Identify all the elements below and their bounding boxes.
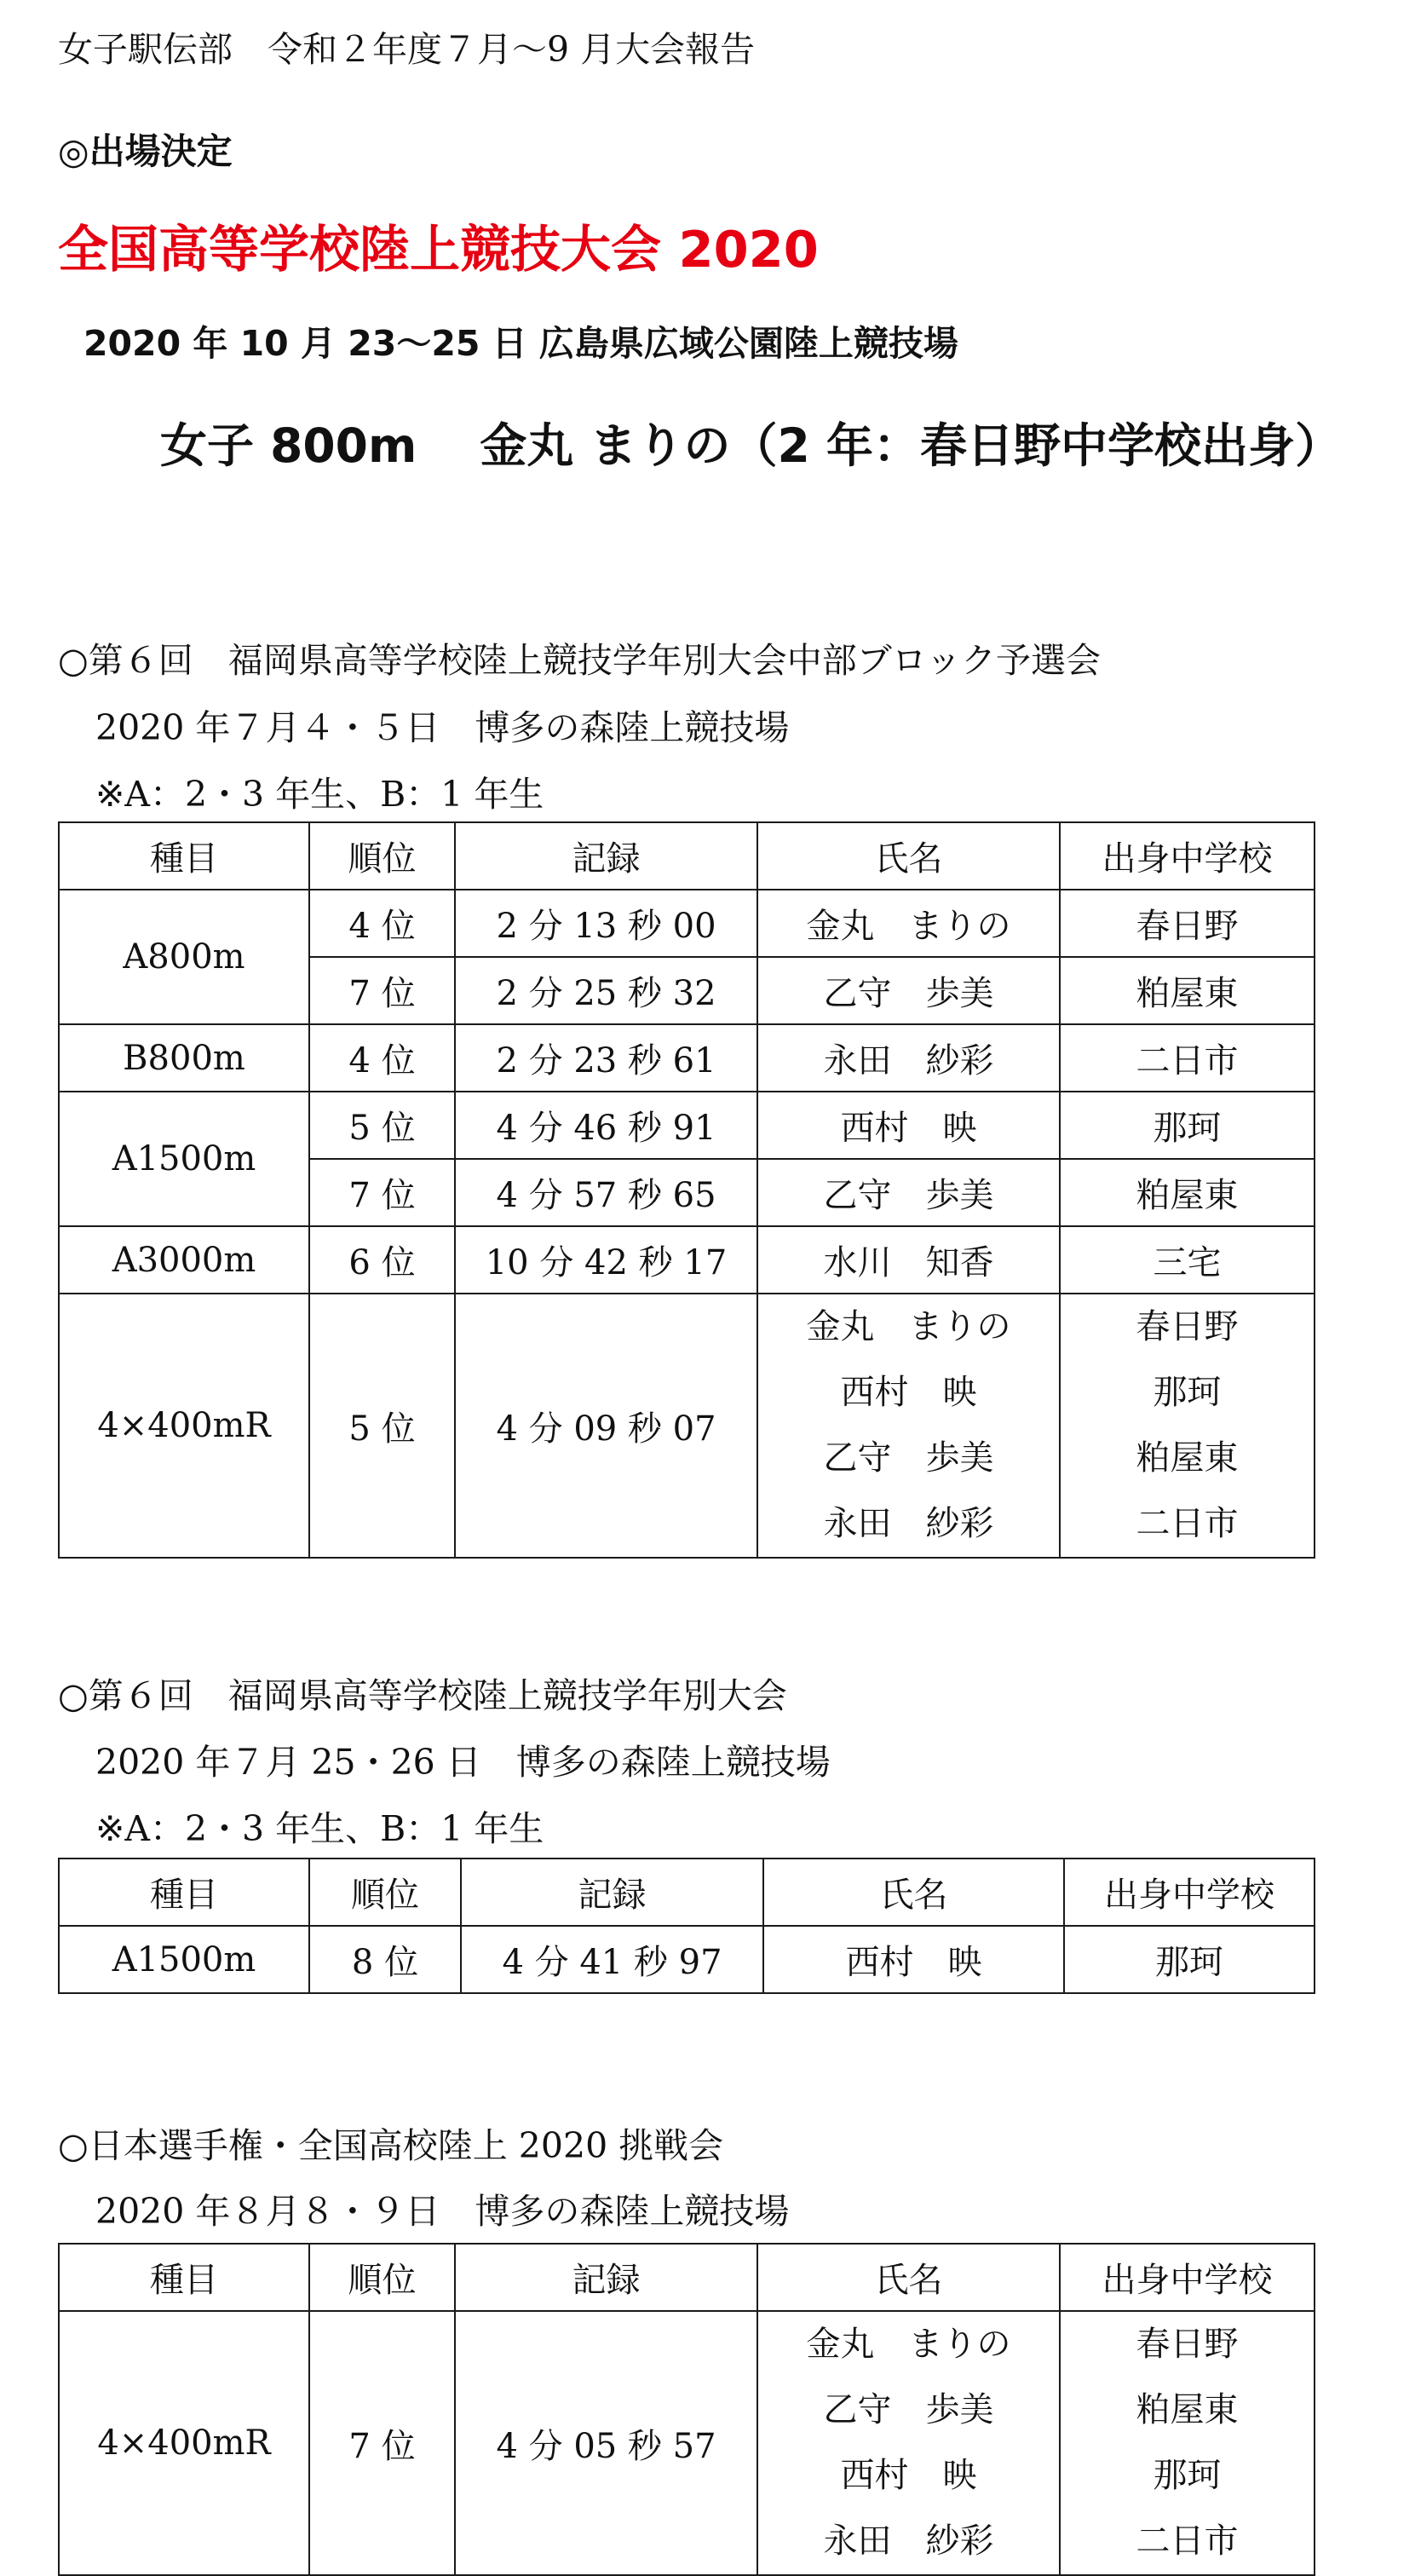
column-header: 種目 xyxy=(59,1859,309,1926)
table-row xyxy=(59,1294,1315,1558)
record-cell: 4 分 41 秒 97 xyxy=(461,1926,763,1993)
report-title: 女子駅伝部 令和２年度７月～9 月大会報告 xyxy=(58,29,756,70)
name-cell: 金丸 まりの xyxy=(757,890,1060,957)
section3-date-venue: 2020 年８月８・９日 博多の森陸上競技場 xyxy=(95,2191,790,2232)
column-header: 氏名 xyxy=(757,2244,1060,2311)
record-cell: 4 分 09 秒 07 xyxy=(455,1294,757,1558)
relay-names-cell xyxy=(757,2311,1060,2575)
section2-results-table xyxy=(58,1858,1315,1994)
relay-runner-school: 那珂 xyxy=(1153,1373,1222,1412)
relay-schools-cell xyxy=(1060,1294,1315,1558)
relay-runner-school: 粕屋東 xyxy=(1136,2390,1239,2429)
event-cell: 4×400mR xyxy=(59,2311,309,2575)
column-header: 種目 xyxy=(59,822,309,890)
name-cell: 西村 映 xyxy=(763,1926,1064,1993)
event-cell: A1500m xyxy=(59,1926,309,1993)
column-header: 記録 xyxy=(455,822,757,890)
column-header: 氏名 xyxy=(757,822,1060,890)
relay-runner-school: 那珂 xyxy=(1153,2456,1222,2495)
relay-runner-name: 永田 紗彩 xyxy=(823,2521,994,2561)
rank-cell: 4 位 xyxy=(309,890,455,957)
relay-runner-name: 西村 映 xyxy=(840,1373,977,1412)
record-cell: 4 分 05 秒 57 xyxy=(455,2311,757,2575)
school-cell: 粕屋東 xyxy=(1060,1159,1315,1226)
rank-cell: 7 位 xyxy=(309,2311,455,2575)
rank-cell: 5 位 xyxy=(309,1294,455,1558)
table-header-row xyxy=(59,1859,1315,1926)
school-cell: 粕屋東 xyxy=(1060,957,1315,1024)
table-header-row xyxy=(59,822,1315,890)
name-cell: 水川 知香 xyxy=(757,1226,1060,1294)
school-cell: 那珂 xyxy=(1060,1092,1315,1159)
table-row xyxy=(59,1226,1315,1294)
relay-runner-name: 乙守 歩美 xyxy=(823,2390,994,2429)
event-cell: A3000m xyxy=(59,1226,309,1294)
record-cell: 2 分 25 秒 32 xyxy=(455,957,757,1024)
event-cell: A800m xyxy=(59,890,309,1024)
section1-date-venue: 2020 年７月４・５日 博多の森陸上競技場 xyxy=(95,707,790,748)
record-cell: 4 分 46 秒 91 xyxy=(455,1092,757,1159)
table-row xyxy=(59,1926,1315,1993)
relay-runner-school: 粕屋東 xyxy=(1136,1438,1239,1478)
rank-cell: 5 位 xyxy=(309,1092,455,1159)
national-meet-title: 全国高等学校陸上競技大会 2020 xyxy=(58,220,819,279)
national-meet-detail: 2020 年 10 月 23～25 日 広島県広域公園陸上競技場 xyxy=(83,323,958,364)
relay-runner-school: 春日野 xyxy=(1136,2325,1239,2364)
column-header: 記録 xyxy=(461,1859,763,1926)
rank-cell: 6 位 xyxy=(309,1226,455,1294)
record-cell: 10 分 42 秒 17 xyxy=(455,1226,757,1294)
rank-cell: 7 位 xyxy=(309,957,455,1024)
name-cell: 西村 映 xyxy=(757,1092,1060,1159)
school-cell: 三宅 xyxy=(1060,1226,1315,1294)
relay-runner-school: 春日野 xyxy=(1136,1307,1239,1346)
section1-note: ※A：2・3 年生、B：1 年生 xyxy=(95,774,544,815)
column-header: 順位 xyxy=(309,1859,461,1926)
qualified-athlete: 女子 800m 金丸 まりの（2 年：春日野中学校出身） xyxy=(160,418,1342,473)
relay-runner-name: 金丸 まりの xyxy=(806,1307,1011,1346)
column-header: 出身中学校 xyxy=(1060,822,1315,890)
relay-runner-school: 二日市 xyxy=(1136,2521,1239,2561)
record-cell: 2 分 23 秒 61 xyxy=(455,1024,757,1092)
school-cell: 二日市 xyxy=(1060,1024,1315,1092)
event-cell: A1500m xyxy=(59,1092,309,1226)
relay-schools-cell xyxy=(1060,2311,1315,2575)
relay-runner-name: 西村 映 xyxy=(840,2456,977,2495)
relay-runner-name: 金丸 まりの xyxy=(806,2325,1011,2364)
event-cell: 4×400mR xyxy=(59,1294,309,1558)
relay-names-cell xyxy=(757,1294,1060,1558)
record-cell: 2 分 13 秒 00 xyxy=(455,890,757,957)
column-header: 出身中学校 xyxy=(1064,1859,1315,1926)
column-header: 出身中学校 xyxy=(1060,2244,1315,2311)
section1-results-table xyxy=(58,821,1315,1559)
relay-runner-name: 永田 紗彩 xyxy=(823,1504,994,1543)
column-header: 氏名 xyxy=(763,1859,1064,1926)
school-cell: 那珂 xyxy=(1064,1926,1315,1993)
table-row xyxy=(59,2311,1315,2575)
rank-cell: 4 位 xyxy=(309,1024,455,1092)
table-row xyxy=(59,1092,1315,1159)
rank-cell: 8 位 xyxy=(309,1926,461,1993)
section3-results-table xyxy=(58,2243,1315,2576)
relay-runner-school: 二日市 xyxy=(1136,1504,1239,1543)
name-cell: 乙守 歩美 xyxy=(757,957,1060,1024)
column-header: 順位 xyxy=(309,2244,455,2311)
name-cell: 乙守 歩美 xyxy=(757,1159,1060,1226)
table-row xyxy=(59,890,1315,957)
column-header: 記録 xyxy=(455,2244,757,2311)
school-cell: 春日野 xyxy=(1060,890,1315,957)
event-cell: B800m xyxy=(59,1024,309,1092)
rank-cell: 7 位 xyxy=(309,1159,455,1226)
table-header-row xyxy=(59,2244,1315,2311)
name-cell: 永田 紗彩 xyxy=(757,1024,1060,1092)
section1-heading: ○第６回 福岡県高等学校陸上競技学年別大会中部ブロック予選会 xyxy=(58,640,1101,681)
section3-heading: ○日本選手権・全国高校陸上 2020 挑戦会 xyxy=(58,2125,724,2166)
column-header: 種目 xyxy=(59,2244,309,2311)
table-row xyxy=(59,1024,1315,1092)
record-cell: 4 分 57 秒 65 xyxy=(455,1159,757,1226)
section2-date-venue: 2020 年７月 25・26 日 博多の森陸上競技場 xyxy=(95,1742,831,1783)
section2-note: ※A：2・3 年生、B：1 年生 xyxy=(95,1808,544,1849)
section2-heading: ○第６回 福岡県高等学校陸上競技学年別大会 xyxy=(58,1675,787,1716)
qualified-label: ◎出場決定 xyxy=(58,130,233,172)
column-header: 順位 xyxy=(309,822,455,890)
relay-runner-name: 乙守 歩美 xyxy=(823,1438,994,1478)
